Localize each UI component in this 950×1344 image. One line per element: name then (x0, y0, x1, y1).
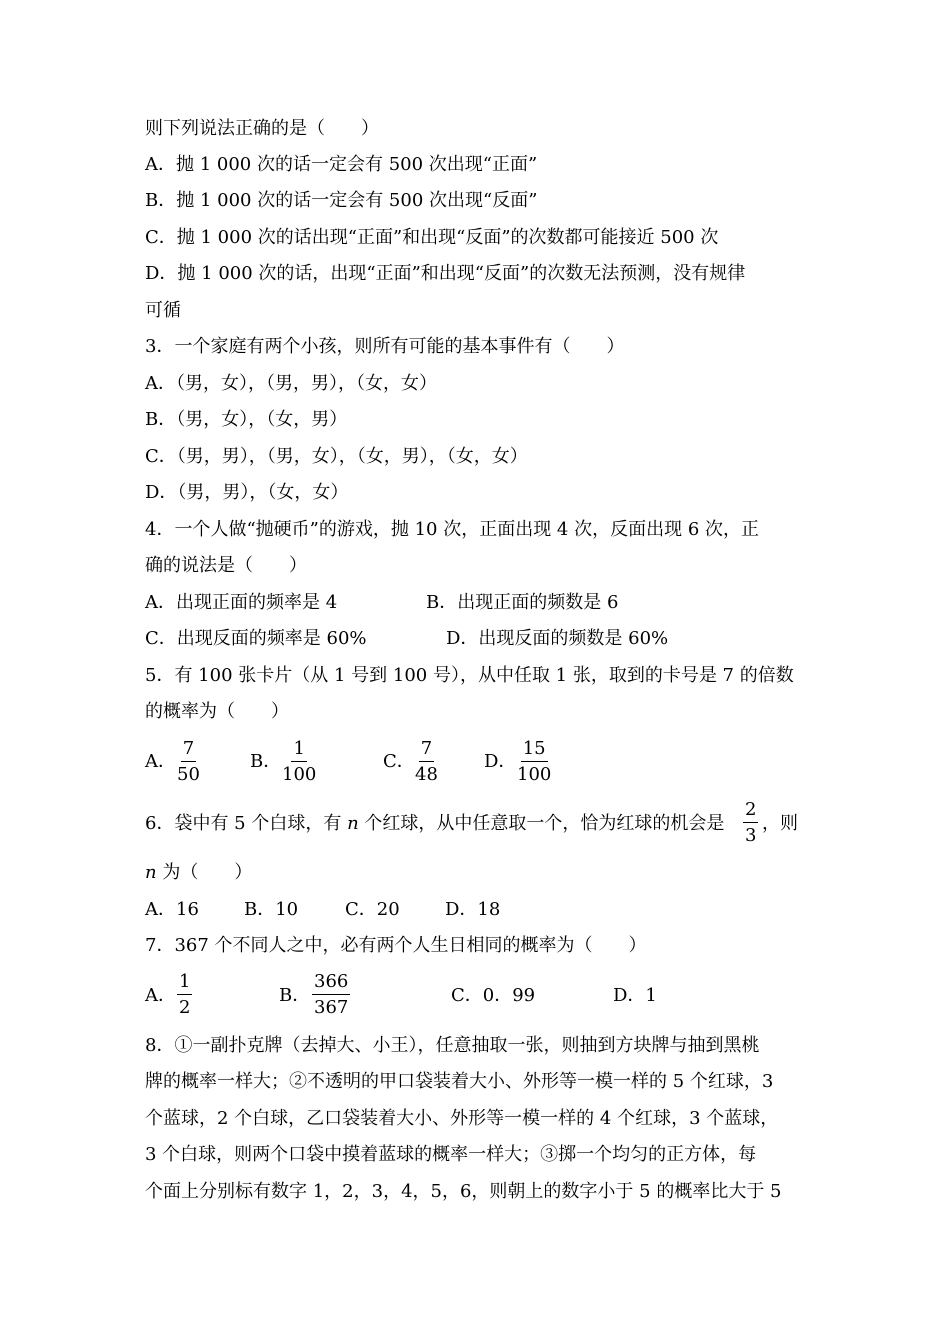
q3-option-c: C．（男，男），（男，女），（女，男），（女，女） (145, 446, 528, 467)
q3-stem: 3．一个家庭有两个小孩，则所有可能的基本事件有（ ） (145, 336, 625, 357)
q5-option-a-label: A． (145, 751, 176, 772)
q6-option-a: A．16 (145, 899, 199, 920)
q3-option-b: B．（男，女），（女，男） (145, 409, 348, 430)
fraction-denominator: 100 (517, 764, 552, 785)
fraction-denominator: 48 (415, 764, 438, 785)
fraction-denominator: 2 (179, 997, 191, 1018)
q5-option-a-fraction (177, 739, 200, 785)
q5-option-d-fraction (517, 739, 551, 785)
q5-option-d-label: D． (484, 751, 517, 772)
q5-option-b-fraction (282, 739, 316, 785)
fraction-numerator: 7 (419, 739, 434, 762)
q4-option-d: D．出现反面的频数是 60% (446, 628, 669, 649)
q2-option-d-line1: D．抛 1 000 次的话，出现“正面”和出现“反面”的次数无法预测，没有规律 (145, 263, 746, 284)
q2-option-b: B．抛 1 000 次的话一定会有 500 次出现“反面” (145, 190, 538, 211)
fraction-denominator: 3 (745, 825, 757, 846)
q8-line3: 个蓝球，2 个白球，乙口袋装着大小、外形等一模一样的 4 个红球，3 个蓝球， (145, 1108, 779, 1129)
q6-fraction (743, 800, 758, 846)
q6-stem-line2 (145, 862, 252, 884)
fraction-numerator: 366 (312, 972, 350, 995)
fraction-denominator: 367 (314, 997, 349, 1018)
fraction-numerator: 7 (181, 739, 196, 762)
q8-line4: 3 个白球，则两个口袋中摸着蓝球的概率一样大；③掷一个均匀的正方体，每 (145, 1144, 757, 1165)
fraction-numerator: 1 (291, 739, 306, 762)
q6-line2-text: 为（ ） (156, 862, 253, 883)
q7-option-a-fraction (177, 972, 192, 1018)
q7-option-a-label: A． (145, 985, 176, 1006)
q7-option-b-label: B． (279, 985, 311, 1006)
q6-stem-pre: 6．袋中有 5 个白球，有 (145, 813, 348, 834)
q7-stem: 7．367 个不同人之中，必有两个人生日相同的概率为（ ） (145, 935, 647, 956)
q2-option-a: A．抛 1 000 次的话一定会有 500 次出现“正面” (145, 154, 538, 175)
q6-stem (145, 813, 724, 835)
q8-line1: 8．①一副扑克牌（去掉大、小王），任意抽取一张，则抽到方块牌与抽到黑桃 (145, 1035, 760, 1056)
q2-option-d-line2: 可循 (145, 300, 181, 321)
q3-option-a: A．（男，女），（男，男），（女，女） (145, 373, 437, 394)
q2-option-c: C．抛 1 000 次的话出现“正面”和出现“反面”的次数都可能接近 500 次 (145, 227, 719, 248)
q5-stem-line1: 5．有 100 张卡片（从 1 号到 100 号），从中任取 1 张，取到的卡号是 7 的倍数 (145, 665, 794, 686)
q4-option-b: B．出现正面的频数是 6 (426, 592, 619, 613)
q7-option-c: C．0．99 (451, 985, 536, 1006)
q6-option-d: D．18 (445, 899, 501, 920)
q8-line5: 个面上分别标有数字 1，2，3，4，5，6，则朝上的数字小于 5 的概率比大于 5 (145, 1181, 782, 1202)
q6-variable: n (347, 813, 359, 834)
fraction-denominator: 50 (177, 764, 200, 785)
q4-option-c: C．出现反面的频率是 60% (145, 628, 367, 649)
q4-stem-line2: 确的说法是（ ） (145, 555, 307, 576)
intro-line: 则下列说法正确的是（ ） (145, 118, 379, 139)
q8-line2: 牌的概率一样大；②不透明的甲口袋装着大小、外形等一模一样的 5 个红球，3 (145, 1071, 774, 1092)
fraction-numerator: 2 (743, 800, 758, 823)
q4-option-a: A．出现正面的频率是 4 (145, 592, 338, 613)
fraction-numerator: 15 (521, 739, 548, 762)
q5-option-b-label: B． (250, 751, 282, 772)
fraction-numerator: 1 (177, 972, 192, 995)
q5-option-c-fraction (415, 739, 438, 785)
q6-option-b: B．10 (244, 899, 299, 920)
q5-option-c-label: C． (383, 751, 415, 772)
q6-option-c: C．20 (345, 899, 400, 920)
q5-stem-line2: 的概率为（ ） (145, 701, 289, 722)
q4-stem-line1: 4．一个人做“抛硬币”的游戏，抛 10 次，正面出现 4 次，反面出现 6 次，正 (145, 519, 759, 540)
q3-option-d: D．（男，男），（女，女） (145, 482, 349, 503)
q7-option-d: D．1 (613, 985, 657, 1006)
q7-option-b-fraction (312, 972, 350, 1018)
fraction-denominator: 100 (282, 764, 317, 785)
q6-stem-mid: 个红球，从中任意取一个，恰为红球的机会是 (358, 813, 725, 834)
q6-variable-line2: n (145, 862, 157, 883)
q6-stem-post: ，则 (762, 813, 798, 834)
